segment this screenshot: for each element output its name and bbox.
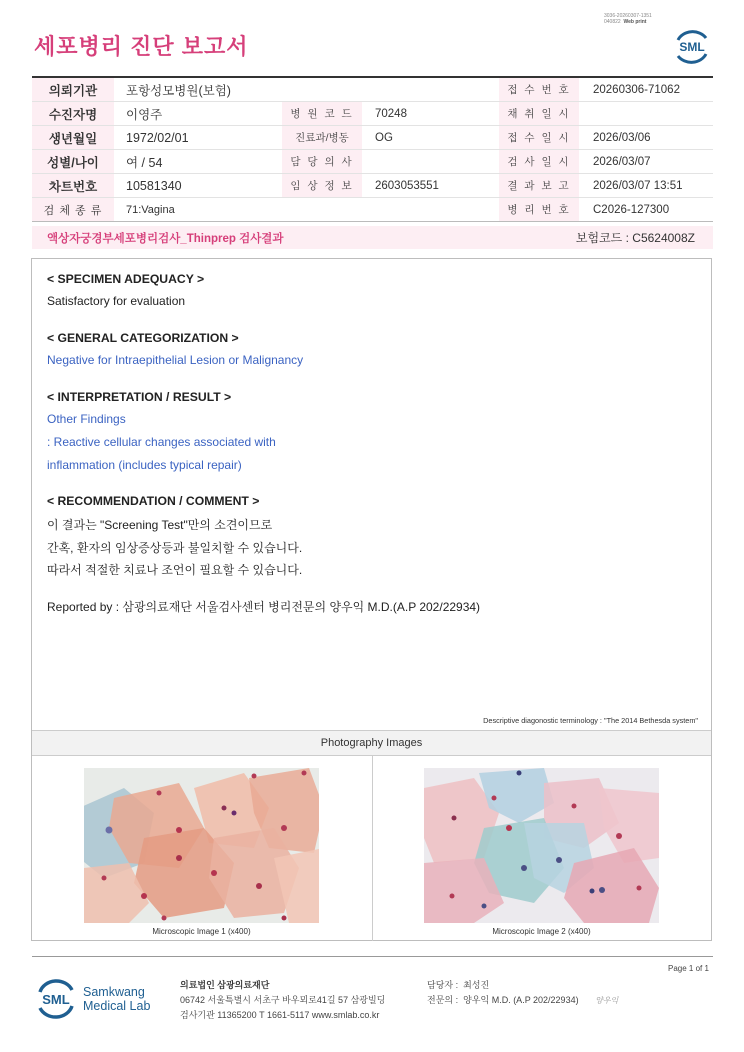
info-label: 생년월일 [32, 126, 114, 149]
info-value: 10581340 [126, 178, 182, 193]
info-label: 의뢰기관 [32, 78, 114, 101]
test-name-bar [32, 226, 713, 249]
pathologist-label: 전문의 : [427, 995, 459, 1005]
recommendation-line: 따라서 적절한 치료나 조언이 필요할 수 있습니다. [47, 563, 303, 577]
info-value [362, 150, 499, 173]
info-value: 여 / 54 [126, 155, 163, 170]
info-value: 20260306-71062 [593, 83, 680, 96]
info-value: 포항성모병원(보험) [126, 83, 231, 98]
image-2-caption: Microscopic Image 2 (x400) [492, 927, 591, 936]
staff-label: 담당자 : [427, 980, 459, 990]
web-print-code: 040822 [604, 19, 621, 25]
info-row [32, 174, 713, 198]
microscopic-image-2 [424, 768, 659, 923]
reported-by: Reported by : 삼광의료재단 서울검사센터 병리전문의 양우익 M.D.(A.P 202/22934) [47, 600, 481, 614]
recommendation-heading: < RECOMMENDATION / COMMENT > [47, 494, 260, 508]
info-label: 검 사 일 시 [499, 150, 579, 173]
web-print-label: Web print [623, 19, 647, 25]
brand-line-2: Medical Lab [83, 999, 151, 1013]
info-value: C2026-127300 [593, 203, 670, 216]
info-label: 병 원 코 드 [282, 102, 362, 125]
info-label: 병 리 번 호 [499, 198, 579, 221]
info-label: 결 과 보 고 [499, 174, 579, 197]
info-value: 2026/03/07 13:51 [593, 179, 683, 192]
staff-name: 최성진 [463, 980, 490, 990]
footer-divider [32, 956, 713, 957]
info-value: 이영주 [126, 107, 163, 122]
footer-org-block [180, 978, 385, 1023]
recommendation-line: 간혹, 환자의 임상증상등과 불일치할 수 있습니다. [47, 541, 303, 555]
info-value: OG [375, 131, 393, 144]
info-value: 2026/03/06 [593, 131, 651, 144]
web-print-stamp [604, 13, 652, 25]
info-row [32, 102, 713, 126]
info-row [32, 198, 713, 222]
info-label: 수진자명 [32, 102, 114, 125]
svg-text:SML: SML [679, 40, 705, 54]
page-number: Page 1 of 1 [668, 964, 709, 973]
category-text: Negative for Intraepithelial Lesion or Malignancy [47, 353, 304, 367]
interpretation-line: inflammation (includes typical repair) [47, 458, 242, 472]
info-label: 접 수 일 시 [499, 126, 579, 149]
info-row [32, 126, 713, 150]
svg-text:SML: SML [42, 992, 70, 1007]
adequacy-heading: < SPECIMEN ADEQUACY > [47, 272, 205, 286]
info-value: 2026/03/07 [593, 155, 651, 168]
org-address: 06742 서울특별시 서초구 바우뫼로41길 57 삼광빌딩 [180, 995, 386, 1005]
adequacy-text: Satisfactory for evaluation [47, 294, 186, 308]
info-label: 접 수 번 호 [499, 78, 579, 101]
footer-staff-block [427, 978, 618, 1008]
info-label: 담 당 의 사 [282, 150, 362, 173]
report-title: 세포병리 진단 보고서 [34, 34, 249, 59]
info-value: 2603053551 [375, 179, 439, 192]
info-value: 70248 [375, 107, 407, 120]
org-contact: 검사기관 11365200 T 1661-5117 www.smlab.co.kr [180, 1010, 380, 1020]
insurance-code: 보험코드 : C5624008Z [575, 231, 695, 245]
info-value: 1972/02/01 [126, 130, 189, 145]
photo-divider [372, 755, 373, 941]
interpretation-line: : Reactive cellular changes associated with [47, 435, 276, 449]
image-1-caption: Microscopic Image 1 (x400) [152, 927, 251, 936]
info-label: 차트번호 [32, 174, 114, 197]
result-panel [31, 258, 712, 941]
pathologist-name: 양우익 M.D. (A.P 202/22934) [463, 995, 579, 1005]
microscopic-image-1 [84, 768, 319, 923]
interpretation-heading: < INTERPRETATION / RESULT > [47, 390, 232, 404]
web-print-id: 3036-20260307-1351 [604, 13, 652, 19]
signature: 양우익 [595, 996, 619, 1005]
info-label: 성별/나이 [32, 150, 114, 173]
bethesda-note: Descriptive diagonostic terminology : "The 2014 Bethesda system" [483, 716, 698, 725]
info-label: 진료과/병동 [282, 126, 362, 149]
org-name: 의료법인 삼광의료재단 [180, 980, 270, 990]
test-name: 액상자궁경부세포병리검사_Thinprep 검사결과 [47, 232, 284, 245]
info-label: 채 취 일 시 [499, 102, 579, 125]
footer-logo [35, 977, 150, 1021]
brand-line-1: Samkwang [83, 985, 145, 999]
patient-info-table [32, 76, 713, 222]
info-label: 검 체 종 류 [32, 198, 114, 221]
category-heading: < GENERAL CATEGORIZATION > [47, 331, 239, 345]
sml-footer-logo-icon [35, 977, 77, 1021]
interpretation-line: Other Findings [47, 412, 126, 426]
photography-header: Photography Images [32, 730, 711, 756]
recommendation-line: 이 결과는 "Screening Test"만의 소견이므로 [47, 518, 273, 532]
info-row [32, 150, 713, 174]
info-label: 임 상 정 보 [282, 174, 362, 197]
info-value [579, 102, 713, 125]
sml-logo-icon [672, 26, 712, 66]
info-row [32, 78, 713, 102]
info-value: 71:Vagina [126, 203, 175, 216]
